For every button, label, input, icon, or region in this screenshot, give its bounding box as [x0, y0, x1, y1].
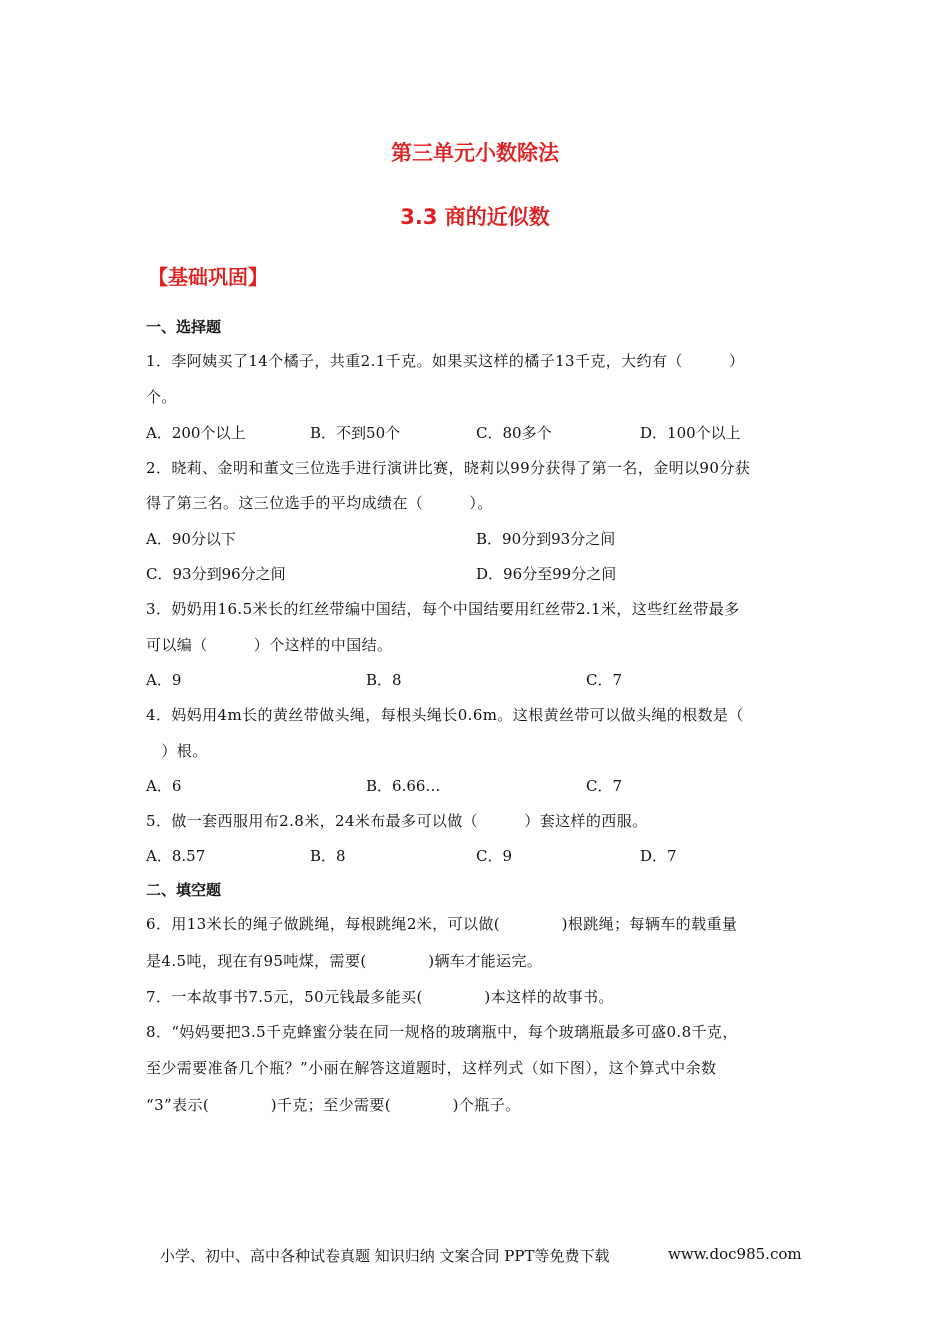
q4-option-c: C．7 [586, 777, 623, 795]
q4-option-a: A．6 [146, 777, 182, 795]
q2-option-a: A．90分以下 [146, 530, 236, 548]
q8-line2: 至少需要准备几个瓶？”小丽在解答这道题时，这样列式（如下图），这个算式中余数 [146, 1059, 717, 1077]
lesson-title: 3.3 商的近似数 [400, 205, 550, 229]
q2-line2: 得了第三名。这三位选手的平均成绩在（ ）。 [146, 494, 493, 512]
q2-line1: 2．晓莉、金明和董文三位选手进行演讲比赛，晓莉以99分获得了第一名，金明以90分获 [146, 459, 751, 477]
q6-line1: 6．用13米长的绳子做跳绳，每根跳绳2米，可以做( )根跳绳；每辆车的载重量 [146, 915, 738, 933]
q1-option-d: D．100个以上 [640, 424, 741, 442]
q2-option-d: D．96分至99分之间 [476, 565, 617, 583]
q5-option-d: D．7 [640, 847, 677, 865]
q2-option-c: C．93分到96分之间 [146, 565, 286, 583]
footer-text: 小学、初中、高中各种试卷真题 知识归纳 文案合同 PPT等免费下载 [160, 1247, 610, 1265]
q3-line1: 3．奶奶用16.5米长的红丝带编中国结，每个中国结要用红丝带2.1米，这些红丝带最多 [146, 600, 740, 618]
q6-line2: 是4.5吨，现在有95吨煤，需要( )辆车才能运完。 [146, 952, 543, 970]
q1-line1: 1．李阿姨买了14个橘子，共重2.1千克。如果买这样的橘子13千克，大约有（ ） [146, 352, 745, 370]
q5-line1: 5．做一套西服用布2.8米，24米布最多可以做（ ）套这样的西服。 [146, 812, 648, 830]
part1-heading: 一、选择题 [146, 318, 222, 336]
part2-heading: 二、填空题 [146, 881, 222, 899]
q8-line1: 8．“妈妈要把3.5千克蜂蜜分装在同一规格的玻璃瓶中，每个玻璃瓶最多可盛0.8千克， [146, 1023, 738, 1041]
q1-option-a: A．200个以上 [146, 424, 246, 442]
q3-option-b: B．8 [366, 671, 402, 689]
q5-option-a: A．8.57 [146, 847, 206, 865]
section-tag: 【基础巩固】 [148, 265, 268, 289]
q5-option-b: B．8 [310, 847, 346, 865]
q3-line2: 可以编（ ）个这样的中国结。 [146, 636, 393, 654]
q1-option-c: C．80多个 [476, 424, 552, 442]
q4-line2: ）根。 [146, 742, 208, 760]
footer-url[interactable]: www.doc985.com [668, 1245, 802, 1263]
q4-option-b: B．6.66… [366, 777, 441, 795]
q2-option-b: B．90分到93分之间 [476, 530, 616, 548]
q1-line2: 个。 [146, 388, 177, 406]
q5-option-c: C．9 [476, 847, 513, 865]
unit-title: 第三单元小数除法 [391, 141, 559, 165]
q3-option-c: C．7 [586, 671, 623, 689]
q3-option-a: A．9 [146, 671, 182, 689]
q1-option-b: B．不到50个 [310, 424, 401, 442]
q7-line1: 7．一本故事书7.5元，50元钱最多能买( )本这样的故事书。 [146, 988, 614, 1006]
q8-line3: “3”表示( )千克；至少需要( )个瓶子。 [146, 1096, 521, 1114]
q4-line1: 4．妈妈用4m长的黄丝带做头绳，每根头绳长0.6m。这根黄丝带可以做头绳的根数是（ [146, 706, 744, 724]
